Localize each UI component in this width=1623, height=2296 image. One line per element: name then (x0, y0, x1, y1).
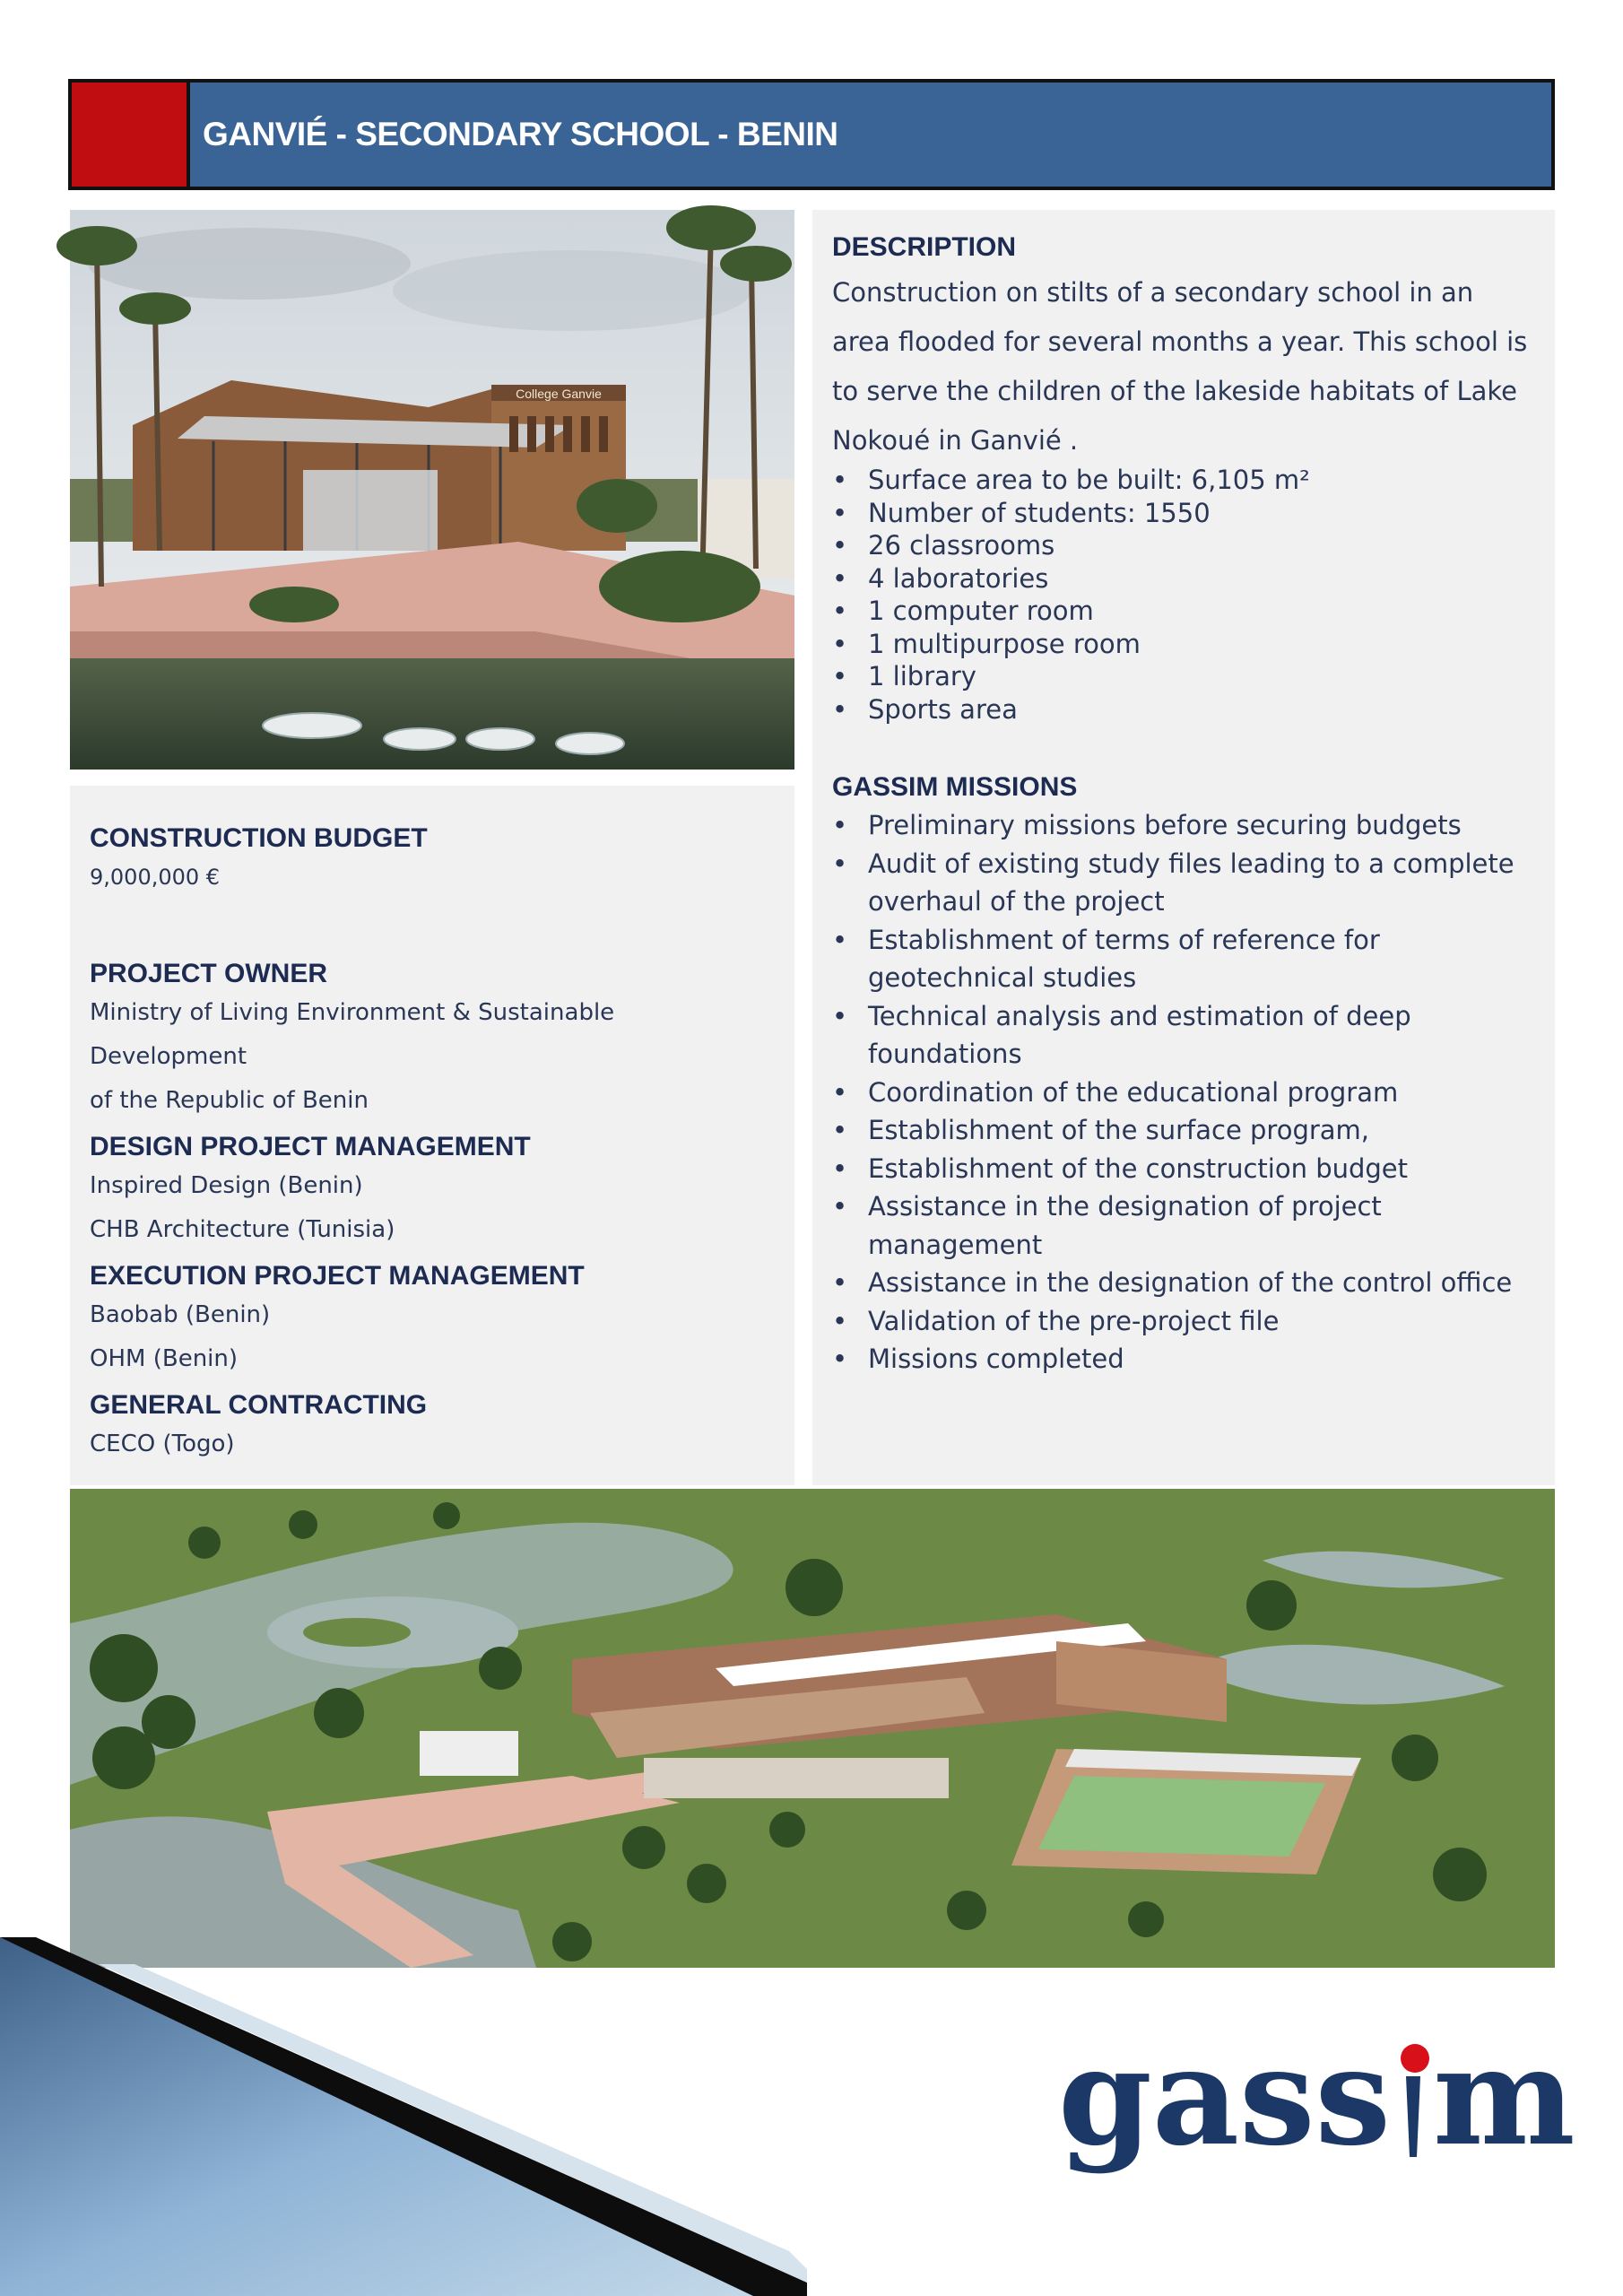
budget-value: 9,000,000 € (90, 865, 221, 890)
list-item: • Number of students: 1550 (832, 497, 1535, 530)
list-item: • 1 multipurpose room (832, 628, 1535, 661)
logo-i-stem-icon (1406, 2076, 1420, 2157)
school-rendering-photo (70, 210, 794, 770)
list-item: • Assistance in the designation of project management (832, 1187, 1535, 1264)
aerial-rendering-photo (70, 1489, 1555, 1968)
contracting-heading: GENERAL CONTRACTING (90, 1390, 428, 1420)
design-line: Inspired Design (Benin) (90, 1172, 363, 1199)
logo-text-left: gass (1058, 2018, 1391, 2176)
list-item: • 1 computer room (832, 595, 1535, 628)
missions-heading: GASSIM MISSIONS (832, 772, 1078, 802)
decorative-corner-graphic (0, 1928, 807, 2296)
design-heading: DESIGN PROJECT MANAGEMENT (90, 1132, 531, 1161)
list-item: • Technical analysis and estimation of deep foundations (832, 997, 1535, 1074)
title-accent-block (72, 83, 190, 187)
contracting-line: CECO (Togo) (90, 1431, 235, 1457)
aerial-rendering-illustration (70, 1489, 1555, 1968)
execution-line: OHM (Benin) (90, 1345, 239, 1372)
execution-heading: EXECUTION PROJECT MANAGEMENT (90, 1261, 585, 1291)
list-item: • Audit of existing study files leading to a complete overhaul of the project (832, 845, 1535, 921)
list-item: • 4 laboratories (832, 562, 1535, 596)
gassim-logo (1058, 2018, 1575, 2184)
title-banner (68, 79, 1555, 190)
missions-list (832, 806, 1535, 1378)
list-item: • 26 classrooms (832, 529, 1535, 562)
owner-line: Ministry of Living Environment & Sustainable Development (90, 999, 615, 1070)
description-heading: DESCRIPTION (832, 232, 1017, 262)
description-list (832, 464, 1535, 726)
list-item: • Validation of the pre-project file (832, 1302, 1535, 1341)
list-item: • Assistance in the designation of the control office (832, 1264, 1535, 1302)
list-item: • Establishment of the surface program, (832, 1111, 1535, 1150)
project-info-panel (70, 786, 794, 1485)
description-panel (812, 210, 1555, 1485)
list-item: • Coordination of the educational program (832, 1074, 1535, 1112)
execution-line: Baobab (Benin) (90, 1301, 271, 1328)
list-item: • Establishment of terms of reference for geotechnical studies (832, 921, 1535, 997)
list-item: • Preliminary missions before securing budgets (832, 806, 1535, 845)
owner-line: of the Republic of Benin (90, 1087, 369, 1114)
description-text: Construction on stilts of a secondary school in an area flooded for several months a year. This school is to serve the children of the lakeside habitats of Lake Nokoué in Ganvié . (832, 277, 1528, 456)
budget-heading: CONSTRUCTION BUDGET (90, 823, 428, 853)
logo-text-right: m (1433, 2018, 1575, 2176)
school-rendering-illustration (70, 210, 794, 770)
page-title: GANVIÉ - SECONDARY SCHOOL - BENIN (203, 116, 838, 152)
list-item: • 1 library (832, 660, 1535, 693)
owner-heading: PROJECT OWNER (90, 959, 328, 988)
logo-dot-icon (1401, 2044, 1429, 2073)
design-line: CHB Architecture (Tunisia) (90, 1216, 395, 1243)
list-item: • Establishment of the construction budget (832, 1150, 1535, 1188)
list-item: • Missions completed (832, 1340, 1535, 1378)
list-item: • Sports area (832, 693, 1535, 726)
building-sign: College Ganvie (516, 387, 602, 401)
list-item: • Surface area to be built: 6,105 m² (832, 464, 1535, 497)
